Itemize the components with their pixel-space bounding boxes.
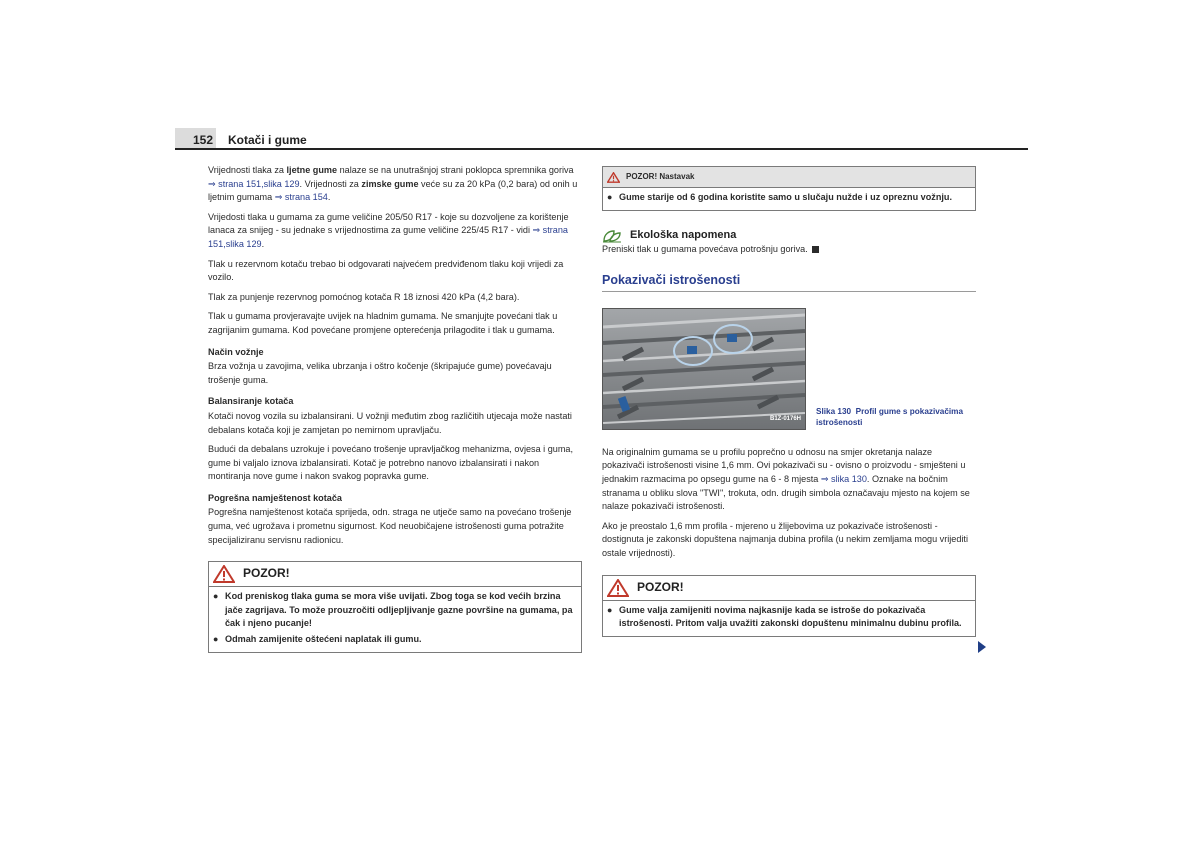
warning-item-text: Kod preniskog tlaka guma se mora više uvijati. Zbog toga se kod većih brzina jače zagrijava. To može prouzročiti odljepljivanje gazne površine na gumama, pa čak i njeno pucanje! bbox=[225, 591, 573, 629]
warning-triangle-icon bbox=[213, 565, 235, 583]
left-column bbox=[208, 164, 582, 653]
warning-item bbox=[607, 604, 971, 631]
cross-reference-link[interactable]: ⇒ strana 154 bbox=[274, 192, 328, 203]
warning-continued-box bbox=[602, 166, 976, 211]
paragraph-balancing-1: Kotači novog vozila su izbalansirani. U vožnji međutim zbog različitih utjecaja može nastati debalans kotača koji je zamjetan po nemirnom upravljaču. bbox=[208, 410, 572, 435]
paragraph-wear-indicators bbox=[602, 446, 976, 514]
warning-title: POZOR! bbox=[243, 566, 290, 581]
bullet-icon: ● bbox=[213, 634, 219, 645]
figure-code: B1Z-0176H bbox=[769, 416, 801, 423]
warning-item-text: Odmah zamijenite oštećeni naplatak ili gumu. bbox=[225, 634, 422, 645]
paragraph-spare-wheel: Tlak u rezervnom kotaču trebao bi odgovarati najvećem predviđenom tlaku koji vrijedi za vozilo. bbox=[208, 258, 564, 283]
eco-leaf-icon bbox=[602, 229, 622, 243]
text-run: . bbox=[327, 192, 331, 203]
right-column bbox=[602, 166, 976, 637]
paragraph-summer-tires bbox=[208, 164, 582, 205]
end-of-section-icon bbox=[812, 246, 819, 253]
text-run: Na originalnim gumama se u profilu poprečno u odnosu na smjer okretanja nalaze pokazivači istrošenosti visine 1,6 mm. Ovi pokazivači su - ovisno o proizvodu - smješteni u jednakim razmacima po opsegu gume na 6 - 8 mjesta bbox=[602, 446, 966, 484]
chapter-title: Kotači i gume bbox=[228, 133, 307, 147]
warning-header bbox=[603, 576, 975, 601]
warning-box bbox=[208, 561, 582, 652]
paragraph-tire-size-pressure bbox=[208, 211, 582, 252]
cross-reference-link[interactable]: ⇒ strana 151,slika 129 bbox=[208, 178, 300, 189]
text-run: . bbox=[261, 238, 265, 249]
warning-item bbox=[213, 633, 577, 647]
tire-tread-figure bbox=[602, 308, 806, 430]
bullet-icon: ● bbox=[607, 192, 613, 202]
subheading-driving-style: Način vožnje bbox=[208, 346, 264, 357]
subheading-wheel-balancing: Balansiranje kotača bbox=[208, 396, 294, 407]
eco-note-title: Ekološka napomena bbox=[630, 228, 737, 241]
figure-caption bbox=[816, 406, 976, 430]
text-run: . Vrijednosti za bbox=[299, 178, 362, 189]
cross-reference-link[interactable]: ⇒ strana 151,slika 129 bbox=[208, 225, 568, 249]
eco-note-header bbox=[602, 229, 976, 243]
text-run: Vrijedosti tlaka u gumama za gume veličine 205/50 R17 - koje su dozvoljene za korištenje lanaca za snijeg - su jednake s vrijednostima za gume veličine 225/45 R17 - vidi bbox=[208, 211, 569, 236]
text-run: veće su za 20 kPa (0,2 bara) od onih u ljetnim gumama bbox=[208, 178, 578, 203]
warning-item-text: Gume starije od 6 godina koristite samo u slučaju nužde i uz opreznu vožnju. bbox=[619, 192, 952, 202]
paragraph-min-tread-depth: Ako je preostalo 1,6 mm profila - mjereno u žlijebovima uz pokazivače istrošenosti - dostignuta je zakonski dopuštena najmanja dubina profila (u nekim zemljama mogu vrijediti ostale vrijednosti). bbox=[602, 520, 968, 558]
cross-reference-link[interactable]: ⇒ slika 130 bbox=[820, 473, 867, 484]
bullet-icon: ● bbox=[607, 604, 613, 615]
warning-body bbox=[603, 601, 975, 636]
section-title-wear-indicators: Pokazivači istrošenosti bbox=[602, 274, 976, 292]
header-rule bbox=[175, 148, 1028, 150]
figure-caption-text: Profil gume s pokazivačima istrošenosti bbox=[816, 406, 964, 427]
page-number: 152 bbox=[193, 133, 214, 147]
warning-body bbox=[209, 587, 581, 651]
text-run: . Oznake na bočnim stranama u obliku slova "TWI", trokuta, odn. drugih simbola označavaju mjesto na kojem se nalaze pokazivači istrošenosti. bbox=[602, 473, 970, 512]
text-run: nalaze se na unutrašnjoj strani poklopca spremnika goriva bbox=[337, 165, 574, 175]
paragraph-driving-style: Brza vožnja u zavojima, velika ubrzanja i oštro kočenje (škripajuće gume) povećavaju trošenje guma. bbox=[208, 361, 552, 385]
paragraph-balancing-2: Budući da debalans uzrokuje i povećano trošenje upravljačkog mehanizma, ovjesa i guma, gume bi valjalo iznova izbalansirati. Kotač je potrebno nanovo izbalansirati i nakon montiranja nove gume i nakon svakog popravka gume. bbox=[208, 444, 573, 482]
next-page-arrow-icon[interactable] bbox=[978, 641, 986, 653]
bullet-icon: ● bbox=[213, 591, 219, 602]
figure-caption-label: Slika 130 bbox=[816, 406, 852, 416]
text-bold: ljetne gume bbox=[286, 165, 338, 175]
warning-item bbox=[607, 191, 971, 205]
warning-box bbox=[602, 575, 976, 637]
eco-note-text-run: Preniski tlak u gumama povećava potrošnju goriva. bbox=[602, 243, 808, 254]
text-bold: zimske gume bbox=[361, 178, 419, 189]
warning-continued-body bbox=[603, 188, 975, 210]
warning-item bbox=[213, 590, 577, 631]
warning-triangle-icon bbox=[607, 579, 629, 597]
warning-title: POZOR! bbox=[637, 579, 684, 594]
eco-note-text bbox=[602, 243, 976, 257]
text-run: Vrijednosti tlaka za bbox=[208, 165, 287, 175]
subheading-wheel-alignment: Pogrešna namještenost kotača bbox=[208, 492, 342, 503]
warning-continued-title: POZOR! Nastavak bbox=[626, 172, 695, 182]
warning-triangle-icon bbox=[607, 172, 620, 183]
tire-tread-illustration bbox=[603, 309, 805, 429]
paragraph-spare-pressure: Tlak za punjenje rezervnog pomoćnog kotača R 18 iznosi 420 kPa (4,2 bara). bbox=[208, 291, 520, 302]
figure-row bbox=[602, 308, 976, 430]
warning-continued-header bbox=[603, 167, 975, 188]
paragraph-wheel-alignment: Pogrešna namještenost kotača sprijeda, odn. straga ne utječe samo na povećano trošenje guma, već ugrožava i prometnu sigurnost. Kod neuobičajene istrošenosti guma potražite specijaliziranu servisnu radionicu. bbox=[208, 507, 572, 545]
warning-item-text: Gume valja zamijeniti novima najkasnije kada se istroše do pokazivača istrošenosti. Pritom valja uvažiti zakonski dopuštenu minimalnu dubinu profila. bbox=[619, 604, 962, 629]
warning-header bbox=[209, 562, 581, 587]
paragraph-cold-tires: Tlak u gumama provjeravajte uvijek na hladnim gumama. Ne smanjujte povećani tlak u zagrijanim gumama. Kod povećane promjene opterećenja prilagodite i tlak u gumama. bbox=[208, 311, 558, 335]
